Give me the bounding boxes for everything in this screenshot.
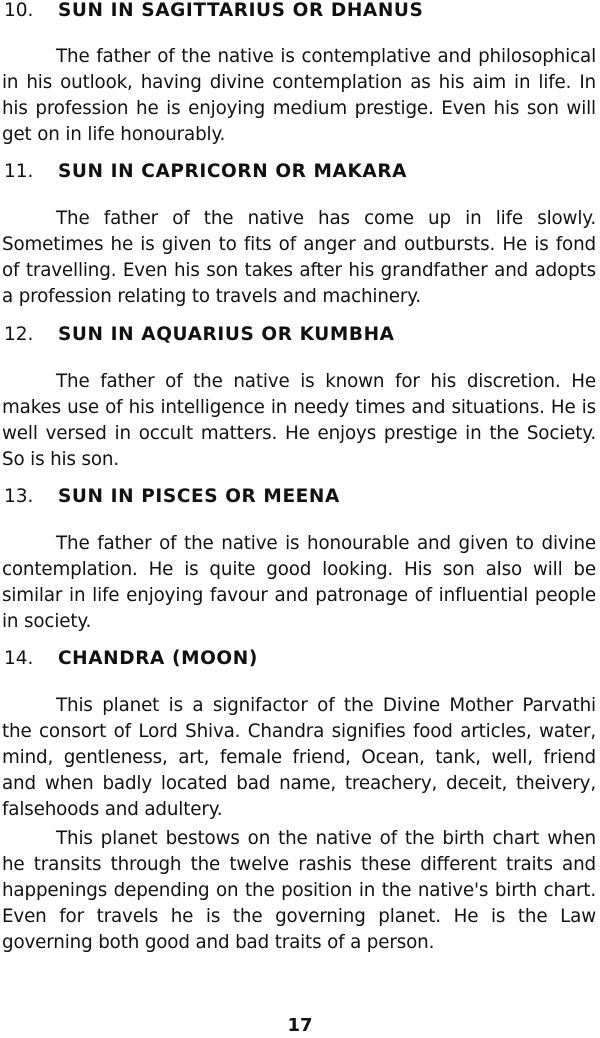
section-paragraph: The father of the native has come up in life slowly. Sometimes he is given to fits of anger and outbursts. He is fond of travelling. Even his son takes after his grandfather and adopts a profession relating to travels and machinery. <box>2 208 596 307</box>
section-heading <box>4 648 258 670</box>
section-title: CHANDRA (MOON) <box>58 648 258 669</box>
section-title: SUN IN CAPRICORN OR MAKARA <box>58 161 408 182</box>
section-number: 11. <box>4 161 34 182</box>
section-paragraph: This planet bestows on the native of the birth chart when he transits through the twelve rashis these different traits and happenings depending on the position in the native's birth chart. Even for travels he is the governing planet. He is the Law governing both good and bad traits of a person. <box>2 828 596 953</box>
section-heading <box>4 161 407 183</box>
section-number: 14. <box>4 648 34 669</box>
section-title: SUN IN SAGITTARIUS OR DHANUS <box>58 0 424 21</box>
section-number: 10. <box>4 0 34 21</box>
section-paragraph: This planet is a signifactor of the Divine Mother Parvathi the consort of Lord Shiva. Chandra signifies food articles, water, mind, gentleness, art, female friend, Ocean, tank, well, friend and when badly located bad name, treachery, deceit, theivery, falsehoods and adultery. <box>2 695 596 820</box>
section-heading <box>4 486 340 508</box>
section-paragraph: The father of the native is honourable and given to divine contemplation. He is quite good looking. His son also will be similar in life enjoying favour and patronage of influential people in society. <box>2 533 596 632</box>
page-number: 17 <box>287 1015 313 1036</box>
section-title: SUN IN PISCES OR MEENA <box>58 486 340 507</box>
section-number: 13. <box>4 486 34 507</box>
section-number: 12. <box>4 324 34 345</box>
section-paragraph: The father of the native is contemplative and philosophical in his outlook, having divine contemplation as his aim in life. In his profession he is enjoying medium prestige. Even his son will get on in life honourably. <box>2 46 596 145</box>
section-heading <box>4 324 395 346</box>
section-title: SUN IN AQUARIUS OR KUMBHA <box>58 324 395 345</box>
section-heading <box>4 0 423 22</box>
section-paragraph: The father of the native is known for his discretion. He makes use of his intelligence in needy times and situations. He is well versed in occult matters. He enjoys prestige in the Society. So is his son. <box>2 371 596 470</box>
